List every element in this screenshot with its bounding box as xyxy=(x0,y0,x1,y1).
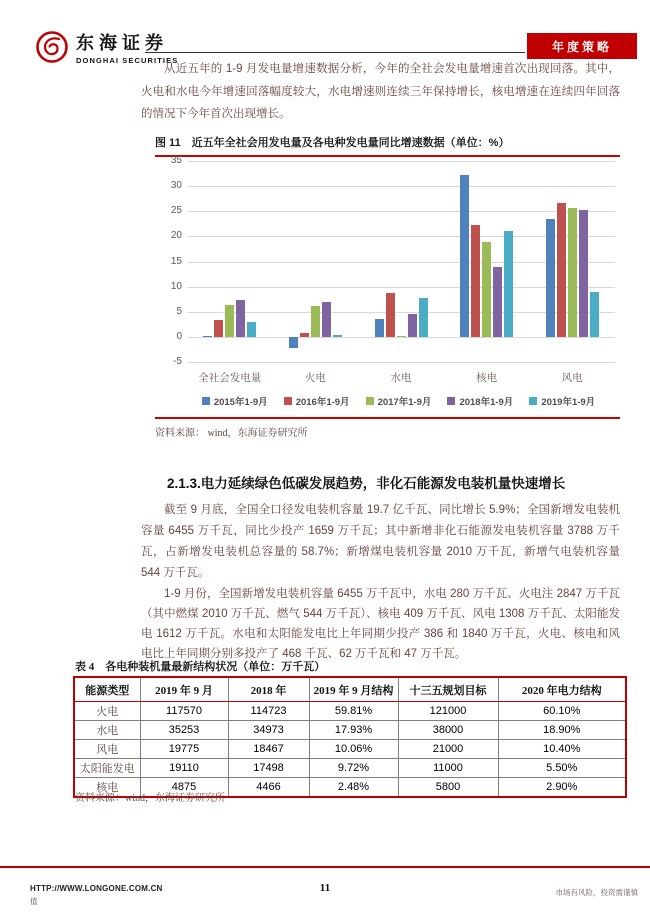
gridline xyxy=(187,161,615,162)
table-cell: 38000 xyxy=(398,721,498,740)
y-axis-tick: 10 xyxy=(170,280,182,292)
footer-url: HTTP://WWW.LONGONE.COM.CN xyxy=(30,884,163,893)
footer-url-line2: 值 xyxy=(30,897,38,906)
table-cell: 火电 xyxy=(74,702,140,721)
legend-item xyxy=(366,394,432,408)
legend-swatch-icon xyxy=(366,397,374,405)
table-head xyxy=(74,677,626,702)
chart-bar xyxy=(397,336,406,337)
gridline xyxy=(187,211,615,212)
table-cell: 9.72% xyxy=(309,759,398,778)
chart-bar xyxy=(322,302,331,337)
table-header-cell: 2018 年 xyxy=(228,677,309,702)
table-cell: 114723 xyxy=(228,702,309,721)
legend-swatch-icon xyxy=(284,397,292,405)
table-cell: 水电 xyxy=(74,721,140,740)
legend-item xyxy=(447,394,513,408)
y-axis-tick: 20 xyxy=(170,230,182,242)
table-row xyxy=(74,702,626,721)
table-cell: 19775 xyxy=(140,740,228,759)
x-axis-label: 火电 xyxy=(304,373,326,384)
chart-bar xyxy=(311,306,320,337)
chart-bar xyxy=(300,333,309,337)
table-row xyxy=(74,721,626,740)
page-number: 11 xyxy=(319,882,331,894)
x-axis-label: 全社会发电量 xyxy=(198,373,262,384)
chart-bar xyxy=(375,319,384,337)
chart-bar xyxy=(579,210,588,337)
x-axis-label: 水电 xyxy=(390,373,412,384)
table-header-cell: 2019 年 9 月结构 xyxy=(309,677,398,702)
table-header-row xyxy=(74,677,626,702)
y-axis-tick: -5 xyxy=(173,356,182,367)
chart-bar xyxy=(546,219,555,337)
figure-caption: 图 11 近五年全社会用发电量及各电种发电量同比增速数据（单位：%） xyxy=(155,134,620,157)
legend-label: 2019年1-9月 xyxy=(541,397,596,408)
table-cell: 风电 xyxy=(74,740,140,759)
footer-divider xyxy=(0,866,650,868)
legend-label: 2017年1-9月 xyxy=(377,397,432,408)
paragraph-intro: 从近五年的 1-9 月发电量增速数据分析，今年的全社会发电量增速首次出现回落。其中，火电和水电今年增速回落幅度较大，水电增速则连续三年保持增长，核电增速在连续四年回落的情况下今年首次出现增长。 xyxy=(141,63,620,120)
y-axis-tick: 35 xyxy=(170,155,182,166)
legend-swatch-icon xyxy=(447,397,455,405)
table-cell: 19110 xyxy=(140,759,228,778)
chart-bar xyxy=(408,314,417,337)
table-cell: 17.93% xyxy=(309,721,398,740)
chart-bar xyxy=(471,225,480,337)
table-row xyxy=(74,759,626,778)
x-axis-label: 核电 xyxy=(476,373,498,384)
legend-item xyxy=(284,394,350,408)
legend-item xyxy=(529,394,595,408)
dragon-logo-icon xyxy=(34,29,70,65)
table-cell: 4875 xyxy=(140,778,228,798)
chart-bar xyxy=(203,336,212,337)
section-heading-2-1-3: 2.1.3.电力延续绿色低碳发展趋势，非化石能源发电装机量快速增长 xyxy=(167,476,566,491)
chart-bar xyxy=(482,242,491,336)
chart-bar xyxy=(557,203,566,337)
figure-11 xyxy=(155,134,620,439)
table-cell: 2.90% xyxy=(498,778,626,798)
chart-x-labels xyxy=(187,370,615,386)
table-cell: 11000 xyxy=(398,759,498,778)
table-cell: 4466 xyxy=(228,778,309,798)
table-4 xyxy=(73,676,625,798)
chart-plot xyxy=(170,155,615,367)
report-type-badge: 年度策略 xyxy=(527,33,637,59)
logo-cn-name: 东海证券 xyxy=(76,33,168,53)
chart-bar xyxy=(504,231,513,337)
legend-label: 2018年1-9月 xyxy=(459,397,514,408)
chart-bar xyxy=(568,208,577,337)
chart-bar xyxy=(289,337,298,348)
capacity-table xyxy=(73,676,627,798)
y-axis-tick: 0 xyxy=(176,330,182,342)
gridline xyxy=(187,362,615,363)
table-header-cell: 2020 年电力结构 xyxy=(498,677,626,702)
chart-bar xyxy=(493,267,502,337)
chart-bar xyxy=(225,305,234,337)
table-caption: 表 4 各电种装机量最新结构状况（单位：万千瓦） xyxy=(75,661,326,673)
footer-disclaimer: 市场有风险，投资需谨慎 xyxy=(555,888,638,897)
paragraph-breakdown: 1-9 月份，全国新增发电装机容量 6455 万千瓦中，水电 280 万千瓦、火电注 2847 万千瓦（其中燃煤 2010 万千瓦、燃气 544 万千瓦）、核电 409 万千瓦、风电 1308 万千瓦、太阳能发电 1612 万千瓦。水电和太阳能发电比上年同期少投产 386 和 1840 万千瓦，火电、核电和风电比上年同期分别多投产了 468 千瓦、62 万千瓦和 47 万千瓦。 xyxy=(141,588,620,660)
table-cell: 5800 xyxy=(398,778,498,798)
table-body xyxy=(74,702,626,798)
figure-source: 资料来源： wind，东海证券研究所 xyxy=(155,428,308,439)
table-cell: 太阳能发电 xyxy=(74,759,140,778)
chart-bar xyxy=(236,300,245,337)
table-cell: 18467 xyxy=(228,740,309,759)
y-axis-tick: 30 xyxy=(170,180,182,192)
table-cell: 5.50% xyxy=(498,759,626,778)
header-divider xyxy=(145,52,525,53)
legend-label: 2015年1-9月 xyxy=(213,397,268,408)
table-header-cell: 能源类型 xyxy=(74,677,140,702)
table-source: 资料来源：wind，东海证券研究所 xyxy=(75,793,225,804)
legend-item xyxy=(202,394,268,408)
table-cell: 10.06% xyxy=(309,740,398,759)
table-header-cell: 十三五规划目标 xyxy=(398,677,498,702)
paragraph-capacity: 截至 9 月底，全国全口径发电装机容量 19.7 亿千瓦、同比增长 5.9%；全国新增发电装机容量 6455 万千瓦，同比少投产 1659 万千瓦；其中新增非化石能源发电装机容量 3788 万千瓦，占新增发电装机总容量的 58.7%；新增煤电装机容量 2010 万千瓦，新增气电装机容量 544 万千瓦。 xyxy=(141,504,620,579)
table-cell: 117570 xyxy=(140,702,228,721)
logo-en-name: DONGHAI SECURITIES xyxy=(76,56,179,65)
chart-bar xyxy=(386,293,395,337)
table-cell: 18.90% xyxy=(498,721,626,740)
y-axis-tick: 25 xyxy=(170,205,182,217)
table-cell: 2.48% xyxy=(309,778,398,798)
chart-bar xyxy=(333,335,342,337)
gridline xyxy=(187,186,615,187)
table-cell: 35253 xyxy=(140,721,228,740)
chart-legend xyxy=(177,394,620,408)
figure-bottom-rule xyxy=(155,417,620,419)
table-cell: 121000 xyxy=(398,702,498,721)
table-cell: 59.81% xyxy=(309,702,398,721)
x-axis-label: 风电 xyxy=(561,373,583,384)
gridline xyxy=(187,337,615,338)
legend-label: 2016年1-9月 xyxy=(295,397,350,408)
table-cell: 核电 xyxy=(74,778,140,798)
table-cell: 34973 xyxy=(228,721,309,740)
legend-swatch-icon xyxy=(202,397,210,405)
table-cell: 60.10% xyxy=(498,702,626,721)
chart-bar xyxy=(247,322,256,337)
chart-bar xyxy=(214,320,223,337)
chart-bar xyxy=(460,175,469,337)
table-cell: 17498 xyxy=(228,759,309,778)
legend-swatch-icon xyxy=(529,397,537,405)
y-axis-tick: 5 xyxy=(176,305,182,317)
chart-bar xyxy=(419,298,428,337)
table-header-cell: 2019 年 9 月 xyxy=(140,677,228,702)
table-row xyxy=(74,740,626,759)
chart-bar xyxy=(590,292,599,337)
table-cell: 10.40% xyxy=(498,740,626,759)
table-cell: 21000 xyxy=(398,740,498,759)
bar-chart xyxy=(155,155,620,408)
y-axis-tick: 15 xyxy=(170,255,182,267)
